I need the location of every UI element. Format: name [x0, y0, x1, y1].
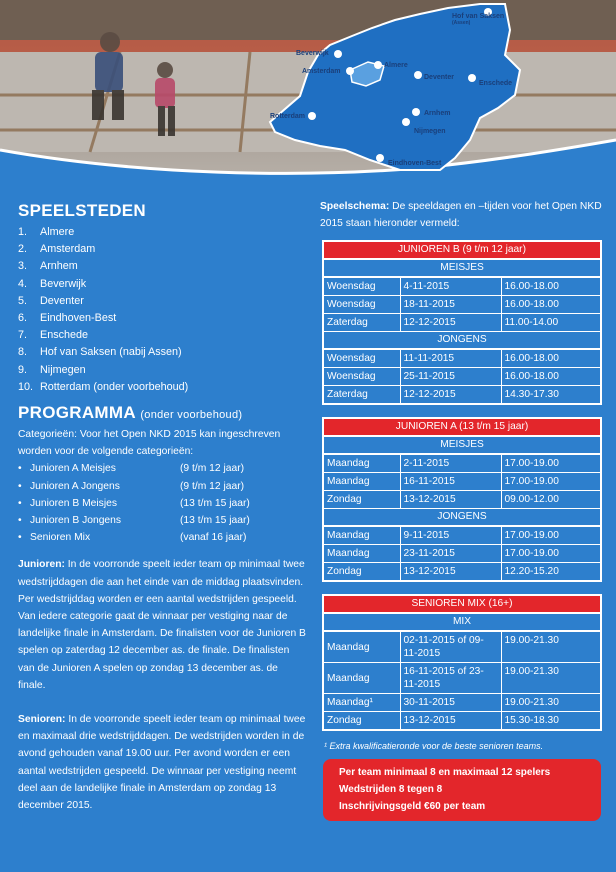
list-item: • Junioren A Jongens (9 t/m 12 jaar): [18, 480, 245, 492]
list-item: • Senioren Mix (vanaf 16 jaar): [18, 532, 247, 544]
group-title: MIX: [324, 614, 600, 631]
map-label-eindhoven-best: Eindhoven-Best: [388, 160, 442, 167]
table-row: Maandag 16-11-2015 17.00-19.00: [324, 473, 600, 491]
map-label-almere: Almere: [384, 62, 408, 69]
map-label-nijmegen: Nijmegen: [414, 128, 446, 135]
location-pin-icon[interactable]: [308, 112, 316, 120]
table-row: Maandag 2-11-2015 17.00-19.00: [324, 455, 600, 473]
table-row: Zondag 13-12-2015 15.30-18.30: [324, 712, 600, 730]
table-row: Zaterdag 12-12-2015 14.30-17.30: [324, 386, 600, 404]
location-pin-icon[interactable]: [412, 108, 420, 116]
list-item: • Junioren A Meisjes (9 t/m 12 jaar): [18, 463, 245, 475]
right-column: [320, 198, 604, 821]
table-row: Maandag 23-11-2015 17.00-19.00: [324, 545, 600, 563]
categories-intro: Categorieën: Voor het Open NKD 2015 kan ingeschreven worden voor de volgende categorieën:: [18, 429, 281, 458]
schedule-rows: [324, 631, 600, 729]
table-row: Zaterdag 12-12-2015 11.00-14.00: [324, 314, 600, 332]
left-column: [18, 200, 308, 814]
table-row: Maandag 9-11-2015 17.00-19.00: [324, 527, 600, 545]
venue-list: [18, 224, 308, 396]
list-item: 6. Eindhoven-Best: [18, 312, 117, 325]
schedule-rows: [324, 277, 600, 331]
list-item: 7. Enschede: [18, 329, 89, 342]
location-pin-icon[interactable]: [376, 154, 384, 162]
schedule-rows: [324, 349, 600, 403]
list-item: 10. Rotterdam (onder voorbehoud): [18, 380, 189, 393]
map-label-rotterdam: Rotterdam: [270, 113, 306, 120]
map-label-hof-van-saksen: Hof van Saksen (Assen): [452, 13, 505, 26]
map-label-arnhem: Arnhem: [424, 110, 451, 117]
group-title: JONGENS: [324, 508, 600, 526]
programma-title: PROGRAMMA (onder voorbehoud): [18, 403, 243, 423]
schedule-rows: [324, 454, 600, 508]
senioren-paragraph: Senioren: In de voorronde speelt ieder team op minimaal twee en maximaal drie wedstrijddagen. De wedstrijden worden in de avond gehouden vanaf 19.00 uur. Per avond worden er een aantal wedstrijden gespeeld. De winnaar per vestiging neemt deel aan de landelijke finale in Amsterdam op zondag 13 december 2015.: [18, 714, 306, 812]
map-label-amsterdam: Amsterdam: [302, 68, 341, 75]
location-pin-icon[interactable]: [468, 74, 476, 82]
info-line: Wedstrijden 8 tegen 8: [339, 784, 443, 796]
category-list: [18, 460, 308, 546]
schedule-junioren-b: [322, 240, 602, 405]
list-item: • Junioren B Meisjes (13 t/m 15 jaar): [18, 497, 250, 509]
location-pin-icon[interactable]: [334, 50, 342, 58]
map-label-deventer: Deventer: [424, 74, 454, 81]
schedule-title: SENIOREN MIX (16+): [324, 596, 600, 614]
list-item: 9. Nijmegen: [18, 363, 86, 376]
list-item: 4. Beverwijk: [18, 277, 87, 290]
info-line: Inschrijvingsgeld €60 per team: [339, 801, 486, 813]
table-row: Zondag 13-12-2015 09.00-12.00: [324, 491, 600, 509]
map-label-beverwijk: Beverwijk: [296, 50, 329, 57]
table-row: Maandag 02-11-2015 of 09-11-2015 19.00-21.30: [324, 632, 600, 663]
table-row: Woensdag 25-11-2015 16.00-18.00: [324, 368, 600, 386]
map-label-enschede: Enschede: [479, 80, 513, 87]
info-line: Per team minimaal 8 en maximaal 12 spelers: [339, 767, 551, 779]
table-row: Maandag¹ 30-11-2015 19.00-21.30: [324, 694, 600, 712]
netherlands-map: [0, 0, 616, 190]
table-row: Woensdag 4-11-2015 16.00-18.00: [324, 278, 600, 296]
speelschema-intro: Speelschema: De speeldagen en –tijden voor het Open NKD 2015 staan hieronder vermeld:: [320, 201, 602, 230]
list-item: 3. Arnhem: [18, 260, 78, 273]
footnote: ¹ Extra kwalificatieronde voor de beste senioren teams.: [324, 741, 544, 752]
location-pin-icon[interactable]: [346, 67, 354, 75]
schedule-rows: [324, 526, 600, 580]
info-box: [323, 759, 601, 821]
schedule-title: JUNIOREN B (9 t/m 12 jaar): [324, 242, 600, 260]
list-item: 5. Deventer: [18, 294, 84, 307]
junioren-paragraph: Junioren: In de voorronde speelt ieder team op minimaal twee wedstrijddagen die aan het einde van de middag plaatsvinden. Per wedstrijddag worden er een aantal wedstrijden gespeeld. Van iedere categorie gaat de winnaar per vestiging naar de landelijke finale in Amsterdam. De finalisten voor de Junioren B spelen op zaterdag 12 december as. de finale. De finalisten van de Junioren A spelen op zondag 13 december as. de finale.: [18, 559, 306, 691]
hero-banner: [0, 0, 616, 190]
list-item: 8. Hof van Saksen (nabij Assen): [18, 346, 182, 359]
list-item: 2. Amsterdam: [18, 243, 96, 256]
speelsteden-title: SPEELSTEDEN: [18, 201, 146, 220]
schedule-senioren-mix: [322, 594, 602, 731]
location-pin-icon[interactable]: [402, 118, 410, 126]
group-title: MEISJES: [324, 260, 600, 277]
programma-subtitle: (onder voorbehoud): [140, 409, 243, 422]
table-row: Maandag 16-11-2015 of 23-11-2015 19.00-21.30: [324, 663, 600, 694]
table-row: Woensdag 18-11-2015 16.00-18.00: [324, 296, 600, 314]
group-title: MEISJES: [324, 437, 600, 454]
schedule-title: JUNIOREN A (13 t/m 15 jaar): [324, 419, 600, 437]
location-pin-icon[interactable]: [414, 71, 422, 79]
table-row: Woensdag 11-11-2015 16.00-18.00: [324, 350, 600, 368]
list-item: • Junioren B Jongens (13 t/m 15 jaar): [18, 515, 250, 527]
schedule-junioren-a: [322, 417, 602, 582]
list-item: 1. Almere: [18, 226, 75, 238]
location-pin-icon[interactable]: [374, 61, 382, 69]
group-title: JONGENS: [324, 331, 600, 349]
table-row: Zondag 13-12-2015 12.20-15.20: [324, 563, 600, 581]
